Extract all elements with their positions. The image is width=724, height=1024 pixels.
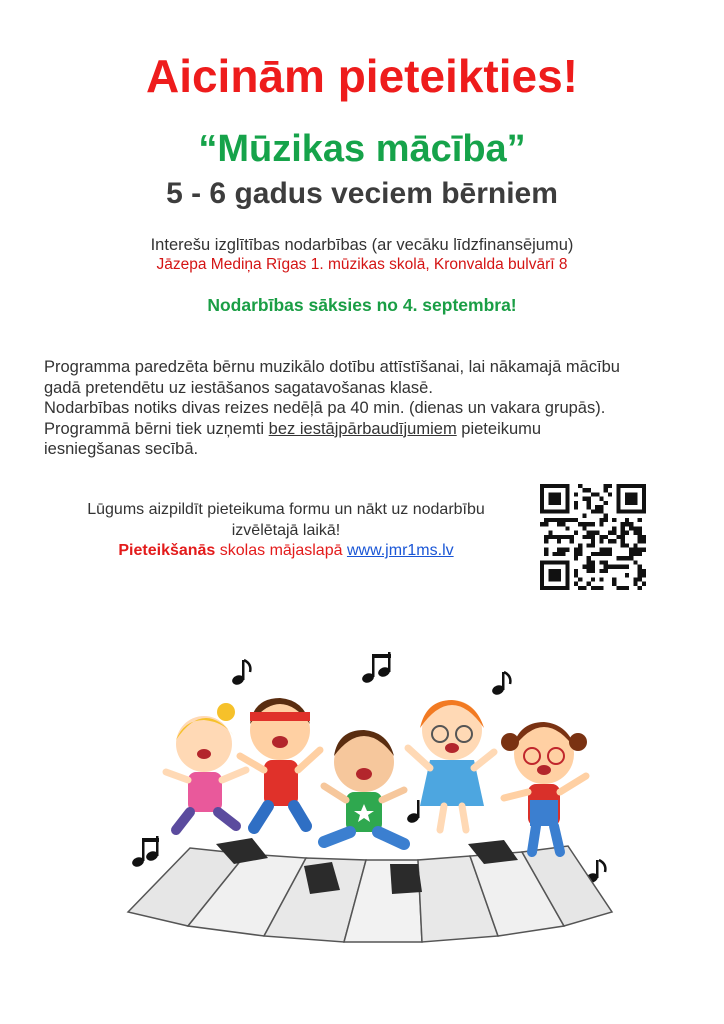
interest-education-line: Interešu izglītības nodarbības (ar vecāku līdzfinansējumu): [150, 236, 574, 254]
age-group: 5 - 6 gadus veciem bērniem: [166, 177, 558, 210]
description-line: gadā pretendētu uz iestāšanos sagatavošanas klasē.: [44, 378, 433, 397]
apply-line: [54, 541, 518, 562]
children-piano-illustration: [118, 650, 618, 980]
description-line: Programma paredzēta bērnu muzikālo dotību attīstīšanai, lai nākamajā mācību: [44, 358, 620, 376]
description-line: iesniegšanas secībā.: [44, 440, 199, 458]
program-name: “Mūzikas mācība”: [198, 128, 526, 170]
description-text: Programmā bērni tiek uzņemti: [44, 419, 269, 438]
description-line: Nodarbības notiks divas reizes nedēļā pa 40 min. (dienas un vakara grupās).: [44, 399, 606, 417]
start-date: Nodarbības sāksies no 4. septembra!: [207, 295, 517, 315]
description-text: pieteikumu: [456, 419, 542, 438]
school-address: Jāzepa Mediņa Rīgas 1. mūzikas skolā, Kronvalda bulvārī 8: [156, 256, 568, 273]
qr-code-icon: [540, 484, 646, 590]
apply-text: skolas mājaslapā: [215, 542, 347, 559]
application-request: [54, 500, 518, 562]
program-description: [44, 357, 694, 460]
no-entrance-exam-text: bez iestājpārbaudījumiem: [268, 419, 457, 438]
request-line: Lūgums aizpildīt pieteikuma formu un nākt uz nodarbību: [87, 501, 485, 518]
description-line: [44, 419, 694, 440]
school-website-link[interactable]: www.jmr1ms.lv: [346, 542, 454, 559]
request-line: izvēlētajā laikā!: [231, 521, 341, 539]
apply-label: Pieteikšanās: [118, 542, 216, 559]
poster-title: Aicinām pieteikties!: [145, 50, 579, 102]
